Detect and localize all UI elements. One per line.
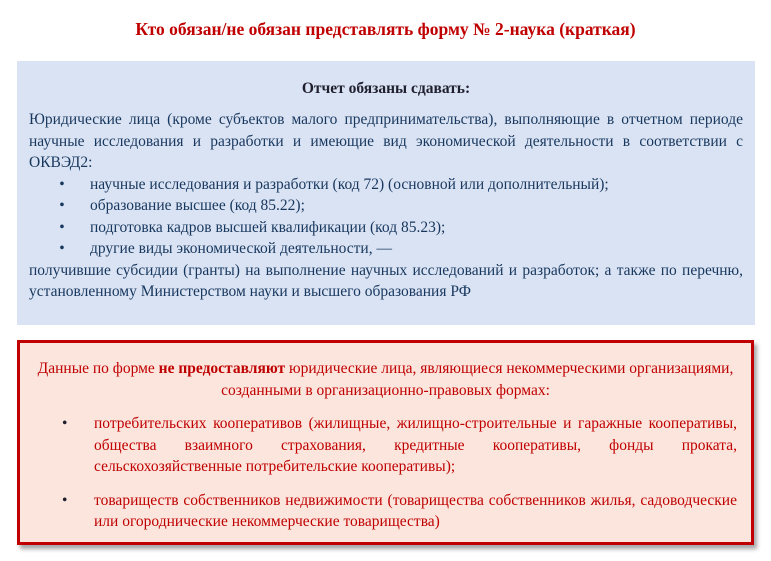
must-report-heading: Отчет обязаны сдавать:: [301, 80, 471, 97]
page-title: Кто обязан/не обязан представлять форму № 2-наука (краткая): [135, 19, 636, 39]
list-item: [29, 238, 743, 260]
list-item: [34, 413, 737, 478]
bullet-icon: •: [59, 175, 65, 193]
list-item-text: другие виды экономической деятельности, —: [90, 240, 392, 257]
list-item: [29, 195, 743, 217]
list-item-text: образование высшее (код 85.22);: [90, 197, 305, 214]
not-required-intro: [34, 358, 737, 401]
not-required-emphasis: не предоставляют: [158, 360, 286, 377]
bullet-icon: •: [59, 197, 65, 214]
bullet-icon: •: [59, 240, 65, 257]
list-item-text: потребительских кооперативов (жилищные, жилищно-строительные и гаражные кооперативы, общества взаимного страхования, кредитные кооперативы, фонды проката, сельскохозяйственные потребительские кооперативы);: [94, 415, 737, 475]
bullet-icon: •: [62, 415, 68, 432]
not-required-list: [34, 413, 737, 533]
list-item: [29, 174, 743, 196]
list-item: [29, 217, 743, 239]
list-item-text: подготовка кадров высшей квалификации (код 85.23);: [90, 218, 446, 236]
not-required-intro-start: Данные по форме: [37, 360, 159, 377]
bullet-icon: •: [59, 218, 65, 236]
must-report-outro: получившие субсидии (гранты) на выполнение научных исследований и разработок; а также по перечню, установленному Министерством науки и высшего образования РФ: [29, 261, 743, 300]
must-report-intro: Юридические лица (кроме субъектов малого предпринимательства), выполняющие в отчетном периоде научные исследования и разработки и имеющие вид экономической деятельности в соответствии с ОКВЭД2:: [29, 111, 743, 171]
list-item-text: научные исследования и разработки (код 72) (основной или дополнительный);: [90, 175, 609, 193]
list-item: [34, 490, 737, 533]
must-report-list: [29, 174, 743, 260]
bullet-icon: •: [62, 491, 68, 509]
must-report-panel: [17, 61, 755, 325]
not-required-intro-end: юридические лица, являющиеся некоммерческими организациями, созданными в организационно-правовых формах:: [221, 360, 734, 399]
not-required-panel: [17, 340, 754, 545]
list-item-text: товариществ собственников недвижимости (товарищества собственников жилья, садоводческие или огороднические некоммерческие товарищества): [94, 491, 737, 530]
